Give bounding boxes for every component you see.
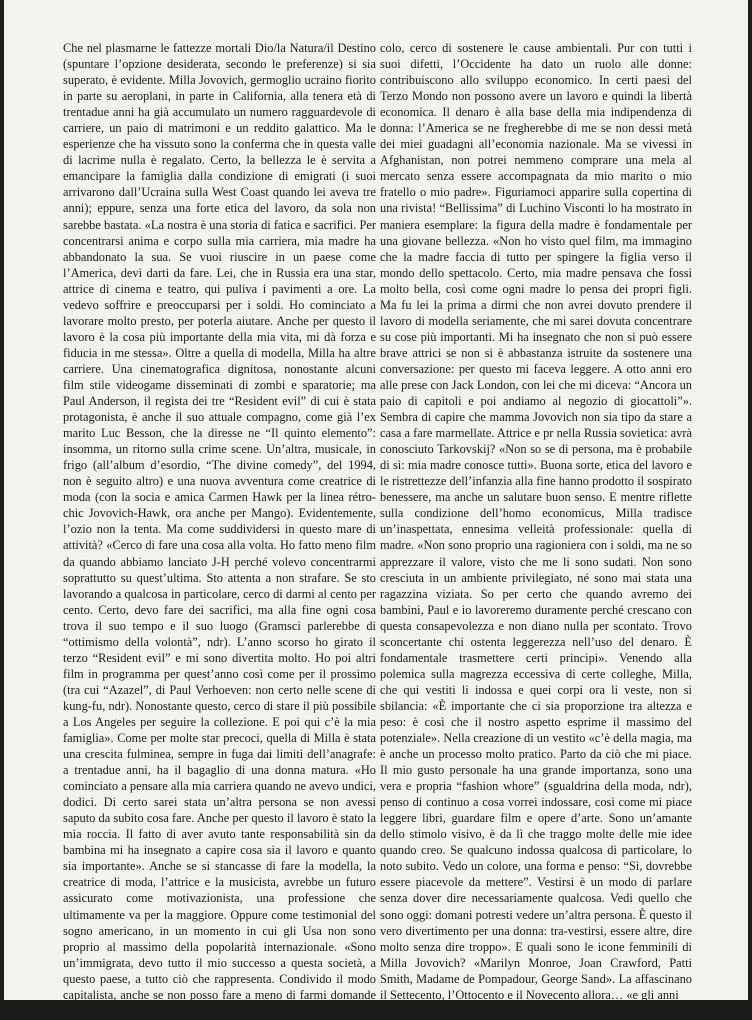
article-closing-line xyxy=(380,1003,692,1020)
article-text-left: Che nel plasmarne le fattezze mortali Dio/la Natura/il Destino (spuntare l’opzione desiderata, secondo le preferenze) si sia superato, è evidente. Milla Jovovich, germoglio ucraino fiorito in parte su aeroplani, in parte in California, alla tenera età di trentadue anni ha già accumulato un numero ragguardevole di carriere, un paio di matrimoni e un reddito galattico. Ma le esperienze che ha vissuto sono la conferma che in questa valle di lacrime nulla è regalato. Certo, la bellezza le è servita a emancipare la famiglia dalla condizione di emigrati (i suoi arrivarono dall’Ucraina sulla West Coast quando lei aveva tre anni); eppure, senza una forte etica del lavoro, da sola non sarebbe bastata. «La nostra è una storia di fatica e sacrifici. Per concentrarsi anima e corpo sulla mia carriera, mia madre ha abbandonato la sua. Se vuoi riuscire in un paese come l’America, devi darti da fare. Lei, che in Russia era una star, attrice di cinema e teatro, qui puliva i pavimenti a ore. La vedevo soffrire e preoccuparsi per i soldi. Ho cominciato a lavorare molto presto, per poterla aiutare. Anche per questo il lavoro è la cosa più importante della mia vita, mi dà forza e fiducia in me stessa». Oltre a quella di modella, Milla ha altre carriere. Una cinematografica dignitosa, nonostante alcuni film stile videogame disseminati di zombi e sparatorie; ma Paul Anderson, il regista dei tre “Resident evil” di cui è stata protagonista, è anche il suo attuale compagno, come già l’ex marito Luc Besson, che la diresse ne “Il quinto elemento”: insomma, un ritorno sulla crime scene. Un’altra, musicale, in frigo (all’album d’esordio, “The divine comedy”, del 1994, non è seguito altro) e una nuova avventura come creatrice di moda (con la socia e amica Carmen Hawk per la linea rétro-chic Jovovich-Hawk, ora anche per Mango). Evidentemente, l’ozio non la tenta. Ma come suddividersi in questo mare di attività? «Cerco di fare una cosa alla volta. Ho fatto meno film da quando abbiamo lanciato J-H perché volevo concentrarmi soprattutto su quest’ultima. Sto attenta a non strafare. Se sto lavorando a qualcosa in particolare, cerco di darmi al cento per cento. Certo, devo fare dei sacrifici, ma alla fine ogni cosa trova il suo tempo e il suo luogo (Gramsci parlerebbe di “ottimismo della volontà”, ndr). L’anno scorso ho girato il terzo “Resident evil” e mi sono divertita molto. Ho poi altri film in programma per quest’anno così come per il prossimo (tra cui “Azazel”, di Paul Verhoeven: non certo nelle scene di kung-fu, ndr). Nonostante questo, cerco di stare il più possibile a Los Angeles per seguire la collezione. E poi qui c’è la mia famiglia». Come per molte star precoci, quella di Milla è stata una crescita fulminea, sempre in fuga dai limiti dell’anagrafe: a trentadue anni, ha il bagaglio di una donna matura. «Ho cominciato a pensare alla mia carriera quando ne avevo undici, dodici. Di certo sarei stata un’altra persona se non avessi saputo da subito cosa fare. Anche per questo il lavoro è stato la mia roccia. Il fatto di aver avuto tante responsabilità sin da bambina mi ha insegnato a capire cosa sia il lavoro e quanto sia importante». Anche se si stancasse di fare la modella, la creatrice di moda, l’attrice e la musicista, avrebbe un futuro assicurato come motivazionista, una professione che ultimamente va per la maggiore. Oppure come testimonial del sogno americano, in un momento in cui gli Usa non sono proprio al massimo della popolarità internazionale. «Sono un’immigrata, devo tutto il mio successo a questa società, a questo paese, a tutto ciò che rappresenta. Condivido il modo capitalista, anche se non posso fare a meno di farmi domande sul futuro e aver paura. Nel mio pic- xyxy=(63,41,376,1018)
closing-quote: Settanta e Ottanta!», aggiunge ridendo. xyxy=(380,1003,600,1018)
article-text-right: colo, cerco di sostenere le cause ambientali. Pur con tutti i suoi difetti, l’Occidente ha dato un ruolo alle donne: contribuiscono allo sviluppo economico. In certi paesi del Terzo Mondo non possono avere un lavoro e quindi la libertà economica. Il denaro è alla base della mia indipendenza di donna: l’America se ne fregherebbe di me se non dessi metà dei miei guadagni all’economia nazionale. Ma se vivessi in Afghanistan, non potrei nemmeno comprare una mela al mercato senza essere accompagnata da mio marito o mio fratello o mio padre». Figuriamoci apparire sulla copertina di una rivista! “Bellissima” di Luchino Visconti lo ha mostrato in maniera esemplare: la figura della madre è fondamentale per una giovane bellezza. «Non ho visto quel film, ma immagino che la madre faccia di tutto per spingere la figlia verso il mondo dello spettacolo. Certo, mia madre pensava che fossi molto bella, così come ogni madre lo pensa dei propri figli. Ma fu lei la prima a dirmi che non avrei dovuto prendere il lavoro di modella seriamente, che mi sarei dovuta concentrare su cose più importanti. Mi ha insegnato che non si può essere brave attrici se non si è abbastanza istruite da sostenere una conversazione: per questo mi faceva leggere. A otto anni ero alle prese con Jack London, con lei che mi diceva: “Ancora un paio di capitoli e poi andiamo al negozio di giocattoli”». Sembra di capire che mamma Jovovich non sia tipo da stare a casa a fare marmellate. Attrice e pr nella Russia sovietica: avrà conosciuto Tarkovskij? «Non so se di persona, ma è probabile di sì: mia madre conosce tutti». Buona sorte, etica del lavoro e le ristrettezze dell’infanzia alla fine hanno prodotto il sospirato benessere, ma anche un salutare buon senso. E mentre riflette sulla condizione dell’homo economicus, Milla tradisce un’inaspettata, ennesima velleità professionale: quella di madre. «Non sono proprio una ragioniera con i soldi, ma ne so apprezzare il valore, visto che me li sono sudati. Non sono cresciuta in un ambiente privilegiato, né sono mai stata una ragazzina viziata. So per certo che quando avremo dei bambini, Paul e io lavoreremo duramente perché crescano con questa consapevolezza e non diano nulla per scontato. Trovo sconcertante chi ostenta leggerezza nell’uso del denaro. È fondamentale trasmettere certi principi». Venendo alla polemica sulla magrezza eccessiva di certe colleghe, Milla, che qui vestiti li indossa e quei corpi ora li veste, non si sbilancia: «È importante che ci sia proporzione tra altezza e peso: è così che il nostro aspetto esprime il massimo del potenziale». Nella creazione di un vestito «c’è della magia, ma è anche un processo molto pratico. Parto da ciò che mi piace. Il mio gusto personale ha una grande importanza, sono una vera e propria “fashion whore” (sgualdrina della moda, ndr), penso di continuo a cosa vorrei indossare, così come mi piace leggere libri, guardare film e opere d’arte. Sono un’amante dello stimolo visivo, è da lì che traggo molte delle mie idee quando creo. Se qualcuno indossa qualcosa di particolare, lo noto subito. Vedo un colore, una forma e penso: “Sì, dovrebbe essere piacevole da mettere”. Vestirsi è un modo di parlare senza dover dire necessariamente qualcosa. Vedi quello che sono oggi: domani potresti vedere un’altra persona. È questo il vero divertimento per una donna: tra-vestirsi, essere altre, dire molto senza dire troppo». E quali sono le icone femminili di Milla Jovovich? «Marilyn Monroe, Joan Crawford, Patti Smith, Madame de Pompadour, George Sand». La affascinano il Settecento, l’Ottocento e il Novecento allora… «e gli anni xyxy=(380,41,692,1002)
article-column-right xyxy=(380,40,692,1018)
author-signature: Leonardo Clausi xyxy=(609,1005,692,1018)
magazine-page xyxy=(4,0,748,1018)
article-column-left xyxy=(63,40,376,1018)
